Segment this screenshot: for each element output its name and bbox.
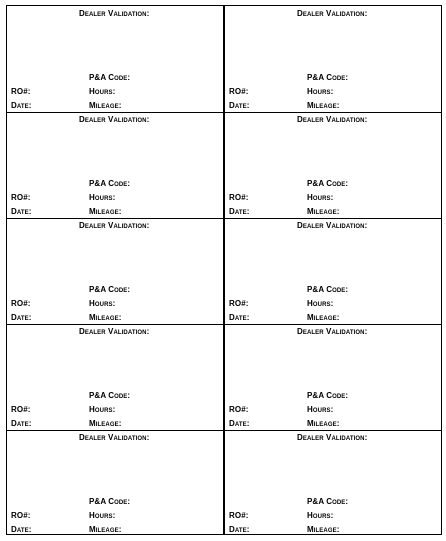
pa-code-label: P&A Code: (307, 179, 349, 188)
dealer-validation-label: Dealer Validation: (297, 115, 368, 124)
validation-card (225, 430, 443, 536)
date-label: Date: (229, 207, 250, 216)
ro-number-label: RO#: (11, 299, 31, 308)
hours-label: Hours: (89, 299, 116, 308)
dealer-validation-label: Dealer Validation: (79, 327, 150, 336)
validation-card (7, 430, 225, 536)
ro-number-label: RO#: (229, 405, 249, 414)
pa-code-label: P&A Code: (307, 391, 349, 400)
pa-code-label: P&A Code: (307, 285, 349, 294)
date-label: Date: (229, 525, 250, 534)
pa-code-label: P&A Code: (89, 179, 131, 188)
validation-card-grid (6, 5, 442, 535)
pa-code-label: P&A Code: (307, 73, 349, 82)
hours-label: Hours: (89, 511, 116, 520)
ro-number-label: RO#: (229, 299, 249, 308)
hours-label: Hours: (307, 87, 334, 96)
ro-number-label: RO#: (11, 511, 31, 520)
pa-code-label: P&A Code: (89, 497, 131, 506)
mileage-label: Mileage: (307, 101, 340, 110)
hours-label: Hours: (307, 299, 334, 308)
mileage-label: Mileage: (307, 525, 340, 534)
ro-number-label: RO#: (229, 193, 249, 202)
validation-card (225, 218, 443, 324)
hours-label: Hours: (89, 87, 116, 96)
hours-label: Hours: (89, 193, 116, 202)
date-label: Date: (229, 313, 250, 322)
mileage-label: Mileage: (307, 207, 340, 216)
hours-label: Hours: (307, 193, 334, 202)
hours-label: Hours: (89, 405, 116, 414)
date-label: Date: (229, 419, 250, 428)
dealer-validation-label: Dealer Validation: (297, 433, 368, 442)
validation-card (225, 6, 443, 112)
ro-number-label: RO#: (11, 193, 31, 202)
mileage-label: Mileage: (89, 101, 122, 110)
pa-code-label: P&A Code: (89, 285, 131, 294)
dealer-validation-label: Dealer Validation: (297, 327, 368, 336)
validation-card (225, 112, 443, 218)
mileage-label: Mileage: (89, 207, 122, 216)
date-label: Date: (229, 101, 250, 110)
dealer-validation-label: Dealer Validation: (79, 115, 150, 124)
validation-card (225, 324, 443, 430)
validation-card (7, 218, 225, 324)
validation-card (7, 324, 225, 430)
mileage-label: Mileage: (89, 419, 122, 428)
ro-number-label: RO#: (11, 405, 31, 414)
date-label: Date: (11, 207, 32, 216)
pa-code-label: P&A Code: (307, 497, 349, 506)
validation-card (7, 6, 225, 112)
mileage-label: Mileage: (89, 313, 122, 322)
mileage-label: Mileage: (307, 313, 340, 322)
dealer-validation-label: Dealer Validation: (79, 9, 150, 18)
date-label: Date: (11, 313, 32, 322)
date-label: Date: (11, 101, 32, 110)
dealer-validation-label: Dealer Validation: (79, 433, 150, 442)
pa-code-label: P&A Code: (89, 73, 131, 82)
dealer-validation-label: Dealer Validation: (297, 221, 368, 230)
dealer-validation-label: Dealer Validation: (297, 9, 368, 18)
pa-code-label: P&A Code: (89, 391, 131, 400)
mileage-label: Mileage: (89, 525, 122, 534)
validation-card (7, 112, 225, 218)
ro-number-label: RO#: (229, 511, 249, 520)
date-label: Date: (11, 525, 32, 534)
mileage-label: Mileage: (307, 419, 340, 428)
hours-label: Hours: (307, 511, 334, 520)
ro-number-label: RO#: (229, 87, 249, 96)
hours-label: Hours: (307, 405, 334, 414)
ro-number-label: RO#: (11, 87, 31, 96)
dealer-validation-label: Dealer Validation: (79, 221, 150, 230)
date-label: Date: (11, 419, 32, 428)
